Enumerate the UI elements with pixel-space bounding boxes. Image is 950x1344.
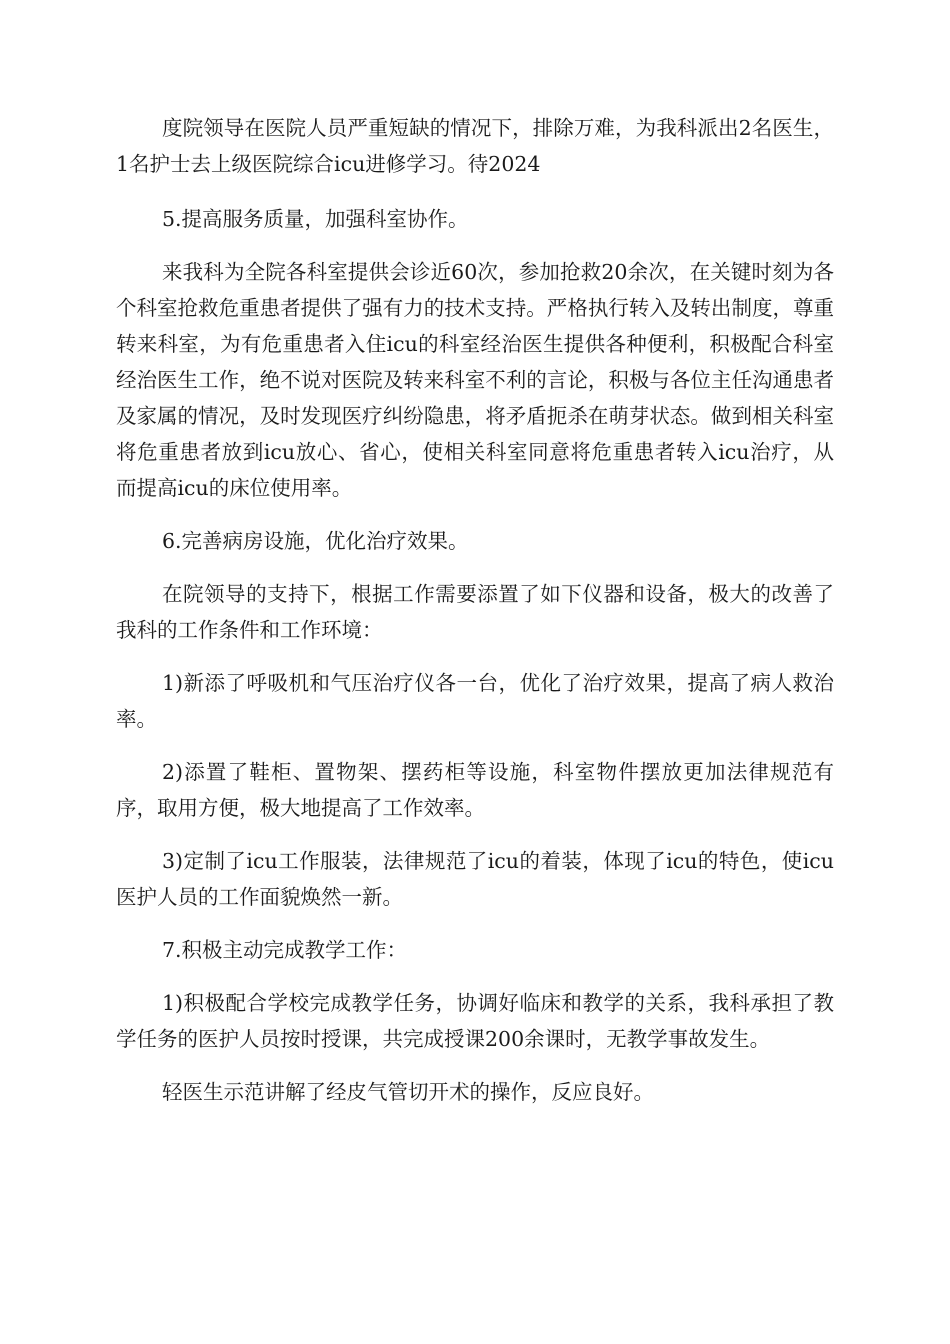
heading-ward-facilities: 6.完善病房设施，优化治疗效果。 xyxy=(162,529,469,553)
paragraph-consultation: 来我科为全院各科室提供会诊近60次，参加抢救20余次，在关键时刻为各个科室抢救危重患者提供了强有力的技术支持。严格执行转入及转出制度，尊重转来科室，为有危重患者入住icu的科室经治医生提供各种便利，积极配合科室经治医生工作，绝不说对医院及转来科室不利的言论，积极与各位主任沟通患者及家属的情况，及时发现医疗纠纷隐患，将矛盾扼杀在萌芽状态。做到相关科室将危重患者放到icu放心、省心，使相关科室同意将危重患者转入icu治疗，从而提高icu的床位使用率。 xyxy=(116,260,834,500)
heading-teaching-work: 7.积极主动完成教学工作： xyxy=(162,938,408,962)
list-item-teaching-tasks: 1)积极配合学校完成教学任务，协调好临床和教学的关系，我科承担了教学任务的医护人员按时授课，共完成授课200余课时，无教学事故发生。 xyxy=(116,991,834,1051)
paragraph-training-dispatch: 度院领导在医院人员严重短缺的情况下，排除万难，为我科派出2名医生，1名护士去上级医院综合icu进修学习。待2024 xyxy=(116,116,834,176)
list-item-ventilator: 1)新添了呼吸机和气压治疗仪各一台，优化了治疗效果，提高了病人救治率。 xyxy=(116,671,834,731)
paragraph-equipment-intro: 在院领导的支持下，根据工作需要添置了如下仪器和设备，极大的改善了我科的工作条件和工作环境： xyxy=(116,582,834,642)
heading-service-quality: 5.提高服务质量，加强科室协作。 xyxy=(162,207,469,231)
list-item-uniforms: 3)定制了icu工作服装，法律规范了icu的着装，体现了icu的特色，使icu医护人员的工作面貌焕然一新。 xyxy=(116,849,834,909)
document-body xyxy=(116,110,834,1127)
list-item-cabinets: 2)添置了鞋柜、置物架、摆药柜等设施，科室物件摆放更加法律规范有序，取用方便，极大地提高了工作效率。 xyxy=(116,760,834,820)
paragraph-tracheotomy-demo: 轻医生示范讲解了经皮气管切开术的操作，反应良好。 xyxy=(162,1080,654,1104)
